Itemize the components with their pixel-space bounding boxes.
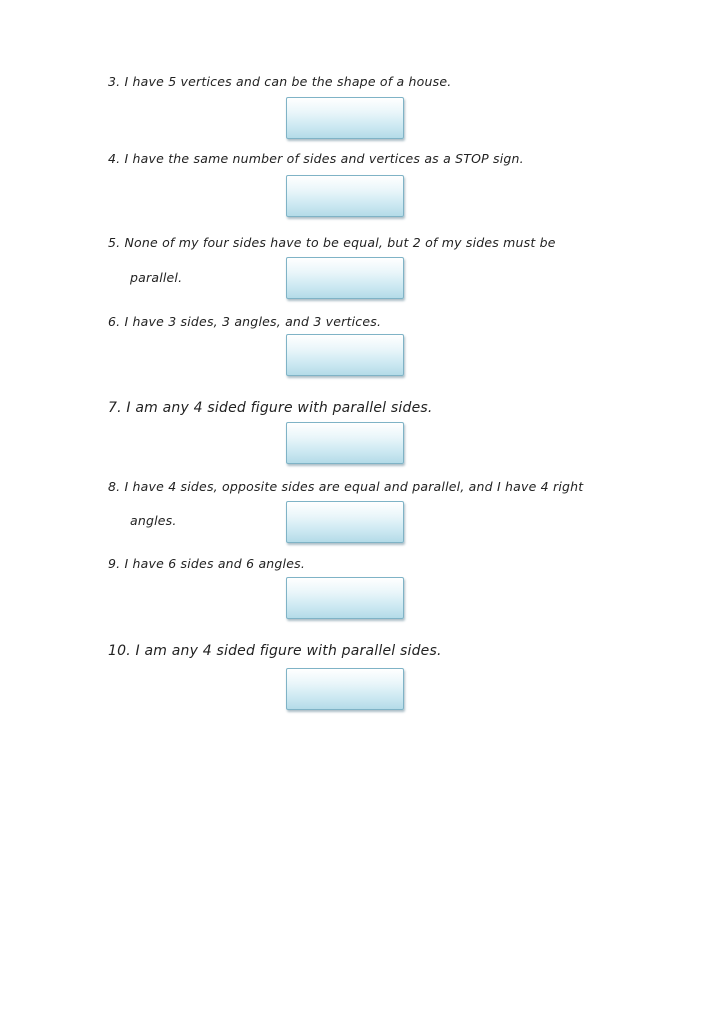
question-5-text-cont: parallel. — [130, 270, 183, 285]
question-9-text: 9. I have 6 sides and 6 angles. — [108, 556, 306, 571]
answer-box-6[interactable] — [286, 334, 404, 376]
question-5-text: 5. None of my four sides have to be equal, but 2 of my sides must be — [108, 235, 556, 250]
question-6-text: 6. I have 3 sides, 3 angles, and 3 vertices. — [108, 314, 382, 329]
answer-box-8[interactable] — [286, 501, 404, 543]
question-10-text: 10. I am any 4 sided figure with parallel sides. — [108, 643, 442, 659]
question-3-text: 3. I have 5 vertices and can be the shape of a house. — [108, 74, 452, 89]
question-7-text: 7. I am any 4 sided figure with parallel sides. — [108, 400, 433, 416]
answer-box-3[interactable] — [286, 97, 404, 139]
answer-box-10[interactable] — [286, 668, 404, 710]
answer-box-5[interactable] — [286, 257, 404, 299]
question-4-text: 4. I have the same number of sides and vertices as a STOP sign. — [108, 151, 524, 166]
question-8-text-cont: angles. — [130, 513, 177, 528]
answer-box-9[interactable] — [286, 577, 404, 619]
question-8-text: 8. I have 4 sides, opposite sides are equal and parallel, and I have 4 right — [108, 479, 584, 494]
answer-box-4[interactable] — [286, 175, 404, 217]
answer-box-7[interactable] — [286, 422, 404, 464]
